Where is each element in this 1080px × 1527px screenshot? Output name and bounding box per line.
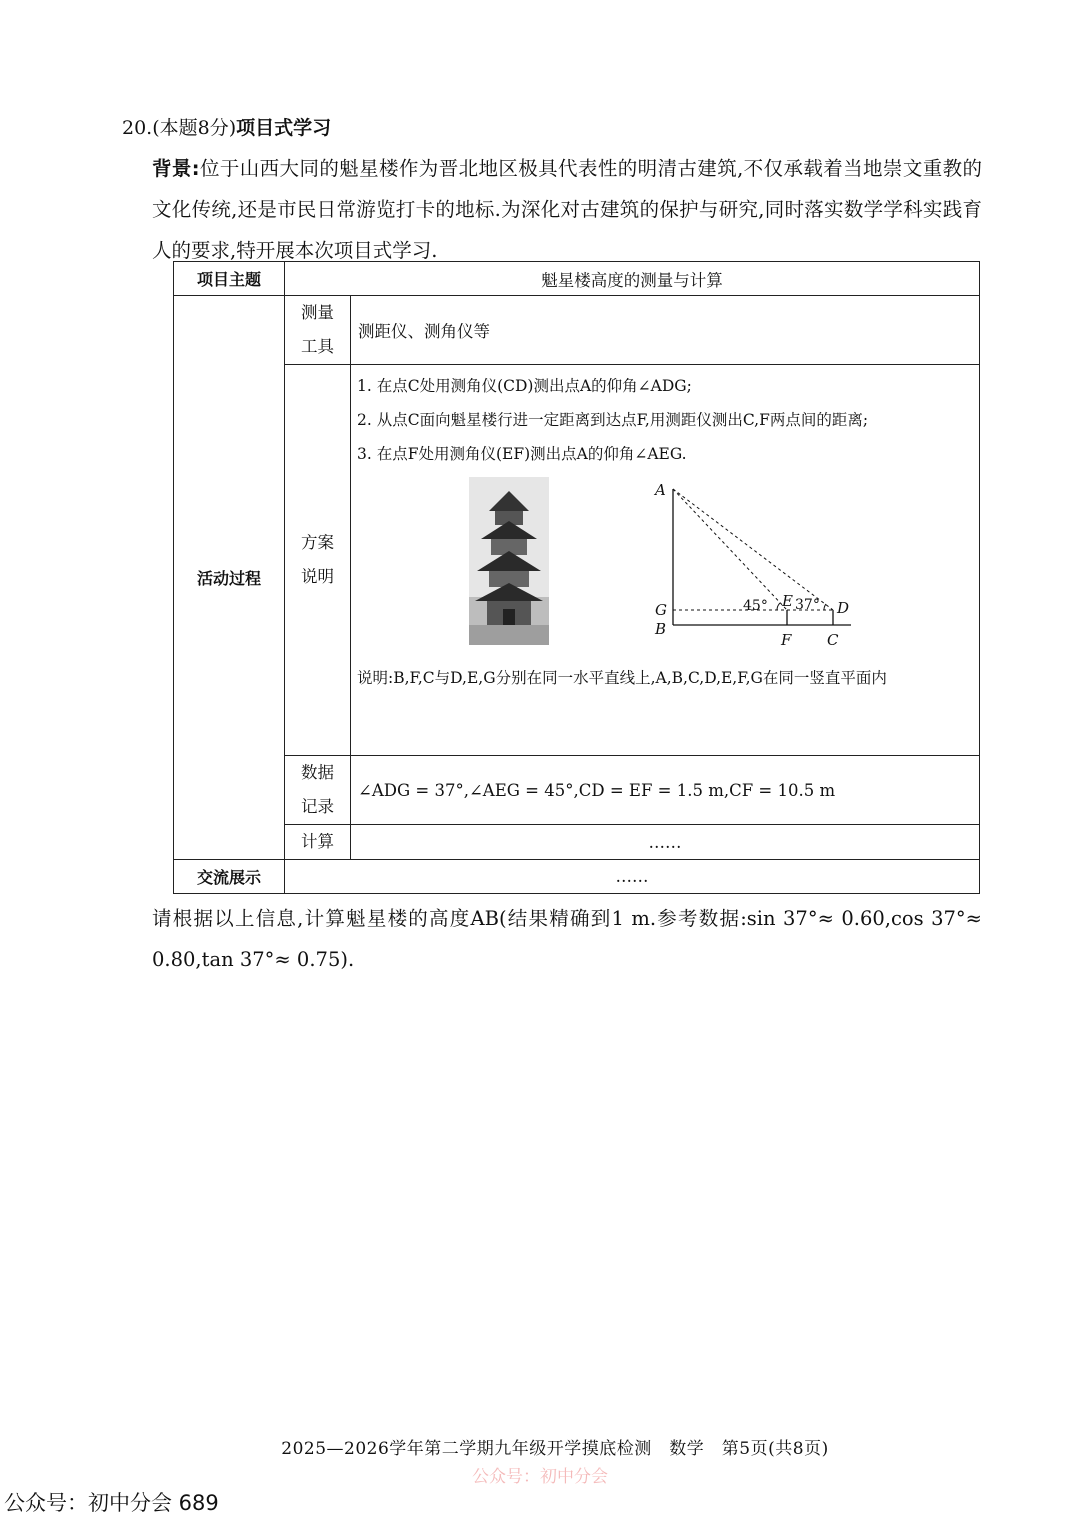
share-value: …… [285, 860, 980, 894]
angle-e-label: 45° [743, 598, 768, 614]
theme-row [174, 262, 980, 296]
activity-header: 活动过程 [174, 296, 285, 860]
background-text: 位于山西大同的魁星楼作为晋北地区极具代表性的明清古建筑,不仅承载着当地崇文重教的文化传统,还是市民日常游览打卡的地标.为深化对古建筑的保护与研究,同时落实数学学科实践育人的要求,特开展本次项目式学习. [152, 157, 982, 262]
background-paragraph [152, 148, 982, 271]
watermark: 公众号：初中分会 [472, 1467, 608, 1487]
calc-label: 计算 [285, 825, 351, 860]
point-g-label: G [655, 601, 667, 619]
calc-value: …… [351, 825, 980, 860]
question-prompt: 请根据以上信息,计算魁星楼的高度AB(结果精确到1 m.参考数据:sin 37°≈ 0.60,cos 37°≈ 0.80,tan 37°≈ 0.75). [152, 907, 982, 971]
share-header: 交流展示 [174, 860, 285, 894]
calc-row [174, 825, 980, 860]
tools-label: 测量工具 [285, 296, 351, 365]
account-label: 公众号：初中分会 689 [4, 1491, 219, 1515]
page-footer: 2025—2026学年第二学期九年级开学摸底检测 数学 第5页(共8页) [281, 1439, 829, 1459]
theme-header: 项目主题 [174, 262, 285, 296]
steps-list [351, 365, 979, 471]
question-number: 20. [122, 117, 153, 139]
tower-photo-icon [469, 477, 549, 645]
data-row [174, 756, 980, 825]
step-item: 1. 在点C处用测角仪(CD)测出点A的仰角∠ADG; [357, 377, 692, 395]
tools-row [174, 296, 980, 365]
point-d-label: D [837, 599, 850, 617]
data-value: ∠ADG = 37°,∠AEG = 45°,CD = EF = 1.5 m,CF = 10.5 m [351, 756, 980, 825]
theme-value: 魁星楼高度的测量与计算 [285, 262, 980, 296]
geometry-diagram [651, 479, 881, 649]
angle-d-label: 37° [795, 597, 820, 613]
tools-value: 测距仪、测角仪等 [351, 296, 980, 365]
project-table [173, 261, 980, 894]
step-item: 2. 从点C面向魁星楼行进一定距离到达点F,用测距仪测出C,F两点间的距离; [357, 411, 869, 429]
figure-row [351, 471, 979, 661]
point-b-label: B [655, 620, 667, 638]
point-f-label: F [781, 631, 792, 649]
question-title: 项目式学习 [236, 117, 332, 139]
step-item: 3. 在点F处用测角仪(EF)测出点A的仰角∠AEG. [357, 445, 687, 463]
plan-label: 方案说明 [285, 365, 351, 756]
share-row [174, 860, 980, 894]
question-score: (本题8分) [152, 117, 237, 139]
plan-content [351, 365, 980, 756]
point-e-label: E [782, 592, 793, 610]
point-a-label: A [655, 481, 666, 499]
point-c-label: C [827, 631, 839, 649]
plan-note: 说明:B,F,C与D,E,G分别在同一水平直线上,A,B,C,D,E,F,G在同一竖直平面内 [357, 669, 887, 687]
plan-row [174, 365, 980, 756]
question-header [122, 114, 331, 142]
background-label: 背景: [152, 157, 200, 180]
data-label: 数据记录 [285, 756, 351, 825]
